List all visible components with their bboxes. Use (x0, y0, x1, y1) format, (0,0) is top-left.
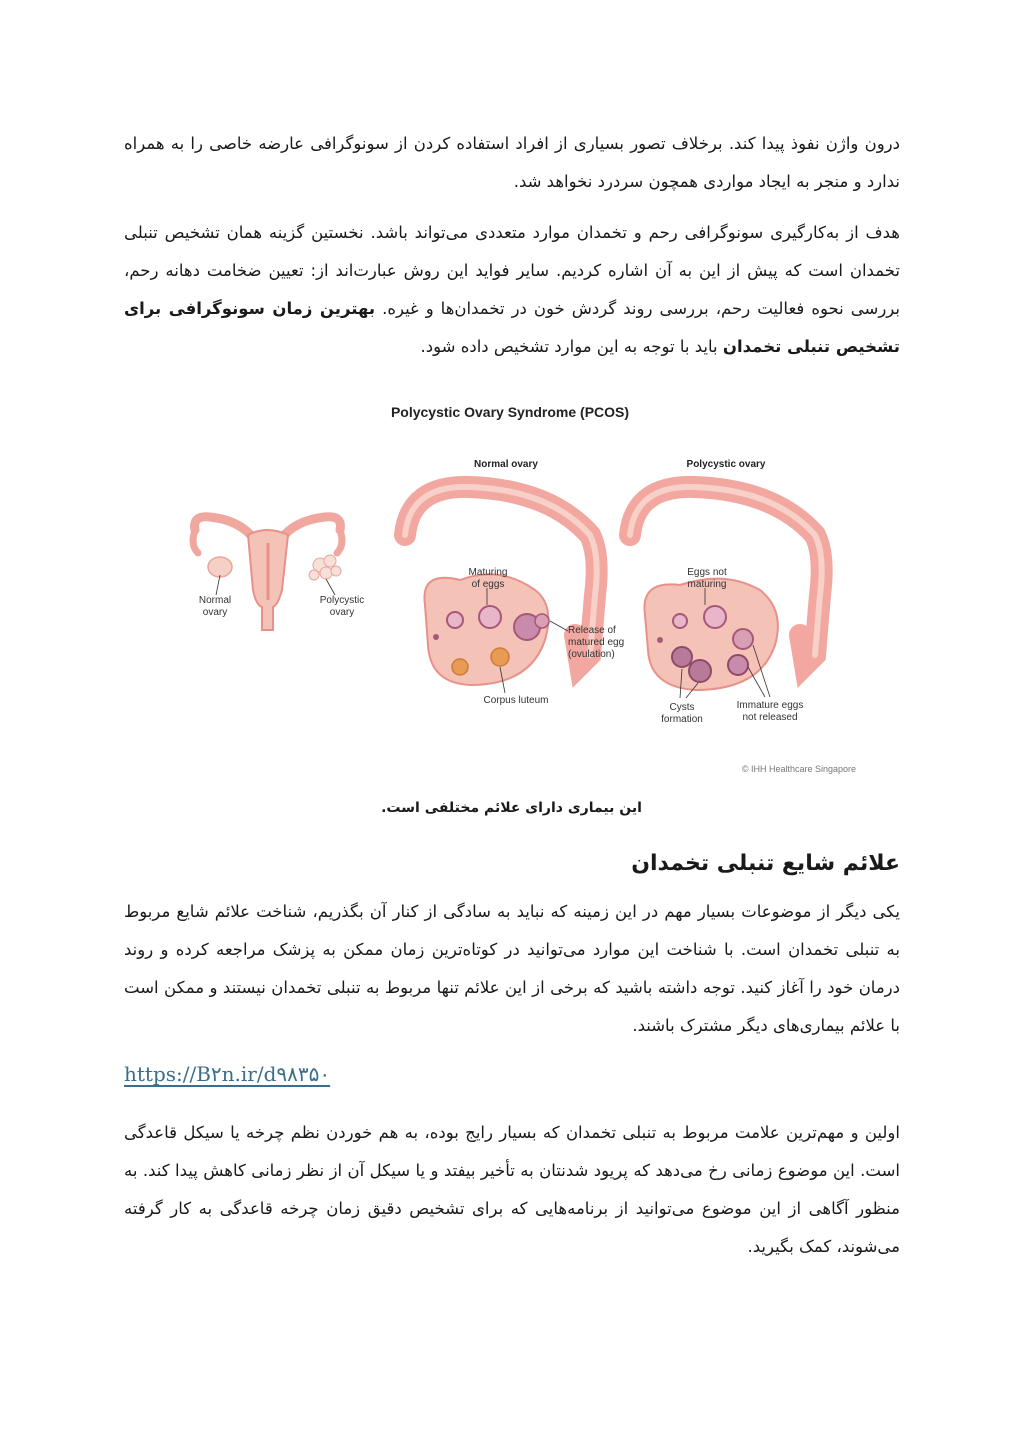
corpus-luteum-1 (491, 648, 509, 666)
label-release-3: (ovulation) (568, 649, 615, 660)
figure-title: Polycystic Ovary Syndrome (PCOS) (390, 404, 630, 420)
paragraph-sonography-end: باید با توجه به این موارد تشخیص داده شود. (420, 337, 718, 356)
figure-caption: این بیماری دارای علائم مختلفی است. (381, 800, 642, 816)
label-maturing-1: Maturing (468, 567, 508, 578)
label-polycystic-ovary-1: Polycystic (319, 595, 365, 606)
pcos-illustration (170, 395, 870, 780)
paragraph-symptoms: یکی دیگر از موضوعات بسیار مهم در این زمینه که نباید به سادگی از کنار آن بگذریم، شناخت علائم شایع مربوط به تنبلی تخمدان است. با شناخت این موارد می‌توانید در کوتاه‌ترین زمان ممکن به پزشک مراجعه کرده و روند درمان خود را آغاز کنید. توجه داشته باشید که برخی از این علائم تنها مربوط به تنبلی تخمدان نیستند و ممکن است با علائم بیماری‌های دیگر مشترک باشند. (124, 902, 900, 1035)
paragraph-sonography-text: هدف از به‌کارگیری سونوگرافی رحم و تخمدان موارد متعددی می‌تواند باشد. نخستین گزینه همان تشخیص تنبلی تخمدان است که پیش از این به آن اشاره کردیم. سایر فواید این روش عبارت‌اند از: تعیین ضخامت دهانه رحم، بررسی نحوه فعالیت رحم، بررسی روند گردش خون در تخمدان‌ها و غیره. (124, 223, 900, 318)
normal-ovary-heading: Normal ovary (474, 459, 538, 470)
pcos-figure (170, 395, 870, 780)
label-cysts-1: Cysts (669, 702, 695, 713)
egg-1 (447, 612, 463, 628)
cyst-3 (728, 655, 748, 675)
egg-2 (479, 606, 501, 628)
label-corpus-luteum: Corpus luteum (483, 695, 549, 706)
label-polycystic-ovary-2: ovary (329, 607, 355, 618)
label-immature-1: Immature eggs (736, 700, 804, 711)
paragraph-first-symptom: اولین و مهم‌ترین علامت مربوط به تنبلی تخمدان که بسیار رایج بوده، به هم خوردن نظم چرخه یا سیکل قاعدگی است. این موضوع زمانی رخ می‌دهد که پریود شدنتان به تأخیر بیفتد و یا سیکل آن از نظر زمانی کاهش پیدا کند. به منظور آگاهی از این موضوع می‌توانید از برنامه‌هایی که برای تشخیص دقیق زمان چرخه قاعدگی به کار گرفته می‌شوند، کمک بگیرید. (124, 1123, 900, 1256)
cyst-1 (672, 647, 692, 667)
label-immature-2: not released (742, 712, 798, 723)
label-maturing-2: of eggs (471, 579, 505, 590)
source-link[interactable]: https://B۲n.ir/d۹۸۳۵۰ (124, 1062, 331, 1086)
uterus-diagram (190, 517, 364, 630)
normal-ovary-panel (405, 459, 624, 706)
label-release-2: matured egg (568, 637, 625, 648)
corpus-luteum-2 (452, 659, 468, 675)
label-normal-ovary-1: Normal (198, 595, 232, 606)
label-eggs-not-1: Eggs not (687, 567, 727, 578)
figure-copyright: © IHH Healthcare Singapore (741, 764, 856, 774)
polycystic-ovary-heading: Polycystic ovary (686, 459, 766, 470)
bold-phrase-best-time: بهترین زمان سونوگرافی برای تشخیص تنبلی تخمدان (124, 299, 900, 356)
cyst-2 (689, 660, 711, 682)
section-heading: علائم شایع تنبلی تخمدان (631, 851, 900, 876)
normal-ovary-shape (208, 557, 232, 577)
label-release-1: Release of (568, 625, 616, 636)
paragraph-intro: درون واژن نفوذ پیدا کند. برخلاف تصور بسیاری از افراد استفاده کردن از سونوگرافی عارضه خاصی را به همراه ندارد و منجر به ایجاد مواردی همچون سردرد نخواهد شد. (124, 134, 900, 191)
released-egg (535, 614, 549, 628)
label-normal-ovary-2: ovary (202, 607, 228, 618)
polycystic-ovary-panel (630, 459, 822, 725)
paragraph-sonography-goals (124, 214, 900, 366)
label-cysts-2: formation (661, 714, 703, 725)
polycystic-ovary-shape (309, 555, 341, 580)
label-eggs-not-2: maturing (687, 579, 727, 590)
